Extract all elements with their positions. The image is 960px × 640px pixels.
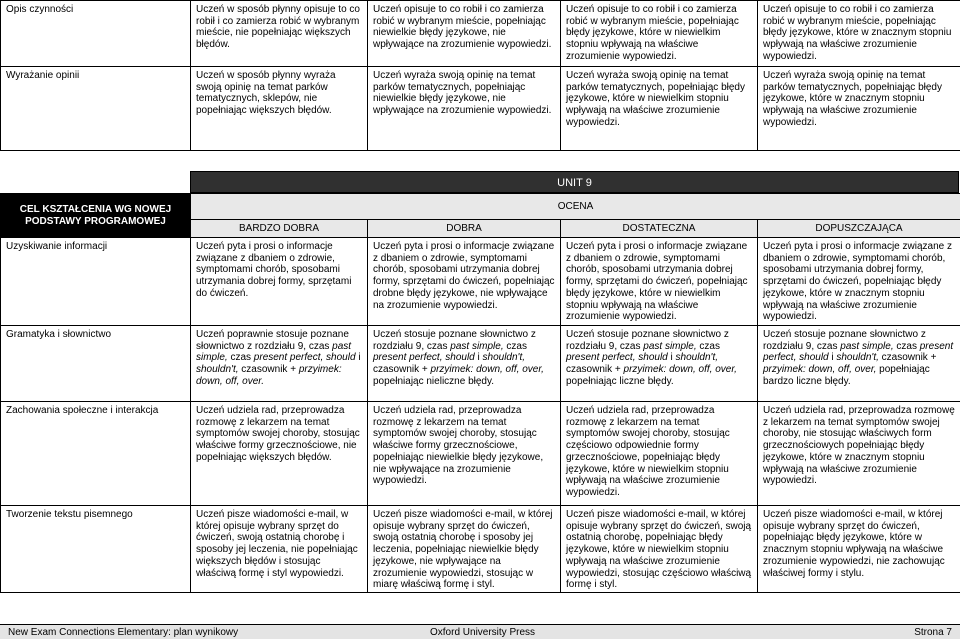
grade-cell: Uczeń w sposób płynny wyraża swoją opinię na temat parków tematycznych, sklepów, nie popełniając większych błędów. <box>191 67 368 151</box>
grade-header-dopuszczajaca: DOPUSZCZAJĄCA <box>758 220 960 238</box>
row-label: Opis czynności <box>1 1 191 67</box>
row-label: Wyrażanie opinii <box>1 67 191 151</box>
table-row <box>1 506 960 593</box>
grade-cell: Uczeń w sposób płynny opisuje to co robił i co zamierza robić w wybranym mieście, nie popełniając większych błędów. <box>191 1 368 67</box>
grade-cell: Uczeń pyta i prosi o informacje związane z dbaniem o zdrowie, symptomami chorób, sposobami utrzymania dobrej formy, sprzętami do ćwiczeń, popełniając błędy językowe, które w znacznym stopniu wpływają na właściwe zrozumienie wypowiedzi. <box>758 238 960 326</box>
table-row <box>1 1 960 67</box>
goal-column-header: CEL KSZTAŁCENIA WG NOWEJ PODSTAWY PROGRAMOWEJ <box>1 194 191 238</box>
table-row <box>1 67 960 151</box>
unit-title: UNIT 9 <box>190 171 959 193</box>
grade-cell: Uczeń wyraża swoją opinię na temat parków tematycznych, popełniając błędy językowe, które w znacznym stopniu wpływają na właściwe zrozumienie wypowiedzi. <box>758 67 960 151</box>
grade-cell: Uczeń opisuje to co robił i co zamierza robić w wybranym mieście, popełniając błędy językowe, które w znacznym stopniu wpływają na właściwe zrozumienie wypowiedzi. <box>758 1 960 67</box>
grade-cell: Uczeń pisze wiadomości e-mail, w której opisuje wybrany sprzęt do ćwiczeń, popełniając błędy językowe, które w znacznym stopniu wpływają na właściwe zrozumienie wypowiedzi, nie zachowując właściwej formy i stylu. <box>758 506 960 593</box>
ocena-header: OCENA <box>191 194 960 220</box>
row-label: Zachowania społeczne i interakcja <box>1 402 191 506</box>
grade-cell: Uczeń wyraża swoją opinię na temat parków tematycznych, popełniając niewielkie błędy językowe, nie wpływające na zrozumienie wypowiedzi. <box>368 67 561 151</box>
table-row <box>1 238 960 326</box>
header-row <box>1 194 960 220</box>
grade-cell: Uczeń opisuje to co robił i co zamierza robić w wybranym mieście, popełniając niewielkie błędy językowe, nie wpływające na zrozumienie wypowiedzi. <box>368 1 561 67</box>
table-row <box>1 326 960 402</box>
grade-cell: Uczeń pyta i prosi o informacje związane z dbaniem o zdrowie, symptomami chorób, sposobami utrzymania dobrej formy, sprzętami do ćwiczeń. <box>191 238 368 326</box>
grade-cell: Uczeń poprawnie stosuje poznane słownictwo z rozdziału 9, czas past simple, czas present perfect, should i shouldn't, czasownik + przyimek: down, off, over. <box>191 326 368 402</box>
grade-cell: Uczeń udziela rad, przeprowadza rozmowę z lekarzem na temat symptomów swojej choroby, stosując częściowo odpowiednie formy grzecznościowe, popełniając błędy językowe, które w niewielkim stopniu wpływają na właściwe zrozumienie wypowiedzi. <box>561 402 758 506</box>
grade-header-dostateczna: DOSTATECZNA <box>561 220 758 238</box>
row-label: Uzyskiwanie informacji <box>1 238 191 326</box>
footer-title: New Exam Connections Elementary: plan wynikowy <box>8 625 238 640</box>
grade-cell: Uczeń pisze wiadomości e-mail, w której opisuje wybrany sprzęt do ćwiczeń, swoją ostatnią chorobę, popełniając błędy językowe, które w niewielkim stopniu wpływają na właściwe zrozumienie wypowiedzi, stosując częściowo właściwą formę i styl. <box>561 506 758 593</box>
table-row <box>1 402 960 506</box>
grade-cell: Uczeń wyraża swoją opinię na temat parków tematycznych, popełniając błędy językowe, które w niewielkim stopniu wpływają na właściwe zrozumienie wypowiedzi. <box>561 67 758 151</box>
grade-cell: Uczeń udziela rad, przeprowadza rozmowę z lekarzem na temat symptomów swojej choroby, nie stosując właściwych form grzecznościowych popełniając błędy językowe, które w znacznym stopniu wpływają na właściwe zrozumienie wypowiedzi. <box>758 402 960 506</box>
footer-publisher: Oxford University Press <box>430 625 535 640</box>
previous-unit-table <box>0 0 960 151</box>
grade-cell: Uczeń opisuje to co robił i co zamierza robić w wybranym mieście, popełniając błędy językowe, które w niewielkim stopniu wpływają na właściwe zrozumienie wypowiedzi. <box>561 1 758 67</box>
page-footer <box>0 624 960 639</box>
grade-cell: Uczeń stosuje poznane słownictwo z rozdziału 9, czas past simple, czas present perfect, should i shouldn't, czasownik + przyimek: down, off, over, popełniając nieliczne błędy. <box>368 326 561 402</box>
grade-cell: Uczeń stosuje poznane słownictwo z rozdziału 9, czas past simple, czas present perfect, should i shouldn't, czasownik + przyimek: down, off, over, popełniając liczne błędy. <box>561 326 758 402</box>
footer-page-number: Strona 7 <box>914 625 952 640</box>
grade-header-bardzo-dobra: BARDZO DOBRA <box>191 220 368 238</box>
grade-cell: Uczeń pisze wiadomości e-mail, w której opisuje wybrany sprzęt do ćwiczeń, swoją ostatnią chorobę i sposoby jej leczenia, nie popełniając większych błędów i stosując właściwą formę i styl wypowiedzi. <box>191 506 368 593</box>
grade-cell: Uczeń stosuje poznane słownictwo z rozdziału 9, czas past simple, czas present perfect, should i shouldn't, czasownik + przyimek: down, off, over, popełniając bardzo liczne błędy. <box>758 326 960 402</box>
grade-cell: Uczeń udziela rad, przeprowadza rozmowę z lekarzem na temat symptomów swojej choroby, stosując właściwe formy grzecznościowe, popełniając niewielkie błędy językowe, nie wpływające na zrozumienie wypowiedzi. <box>368 402 561 506</box>
row-label: Gramatyka i słownictwo <box>1 326 191 402</box>
grade-header-dobra: DOBRA <box>368 220 561 238</box>
unit-9-table <box>0 193 960 593</box>
row-label: Tworzenie tekstu pisemnego <box>1 506 191 593</box>
grade-cell: Uczeń pyta i prosi o informacje związane z dbaniem o zdrowie, symptomami chorób, sposobami utrzymania dobrej formy, sprzętami do ćwiczeń, popełniając drobne błędy językowe, nie wpływające na zrozumienie wypowiedzi. <box>368 238 561 326</box>
grade-cell: Uczeń udziela rad, przeprowadza rozmowę z lekarzem na temat symptomów swojej choroby, stosując właściwe formy grzecznościowe, nie popełniając większych błędów. <box>191 402 368 506</box>
grade-cell: Uczeń pisze wiadomości e-mail, w której opisuje wybrany sprzęt do ćwiczeń, swoją ostatnią chorobę i sposoby jej leczenia, popełniając niewielkie błędy językowe, nie wpływające na zrozumienie wypowiedzi, stosując w miarę właściwą formę i styl. <box>368 506 561 593</box>
grade-cell: Uczeń pyta i prosi o informacje związane z dbaniem o zdrowie, symptomami chorób, sposobami utrzymania dobrej formy, sprzętami do ćwiczeń, popełniając błędy językowe, które w niewielkim stopniu wpływają na właściwe zrozumienie wypowiedzi. <box>561 238 758 326</box>
